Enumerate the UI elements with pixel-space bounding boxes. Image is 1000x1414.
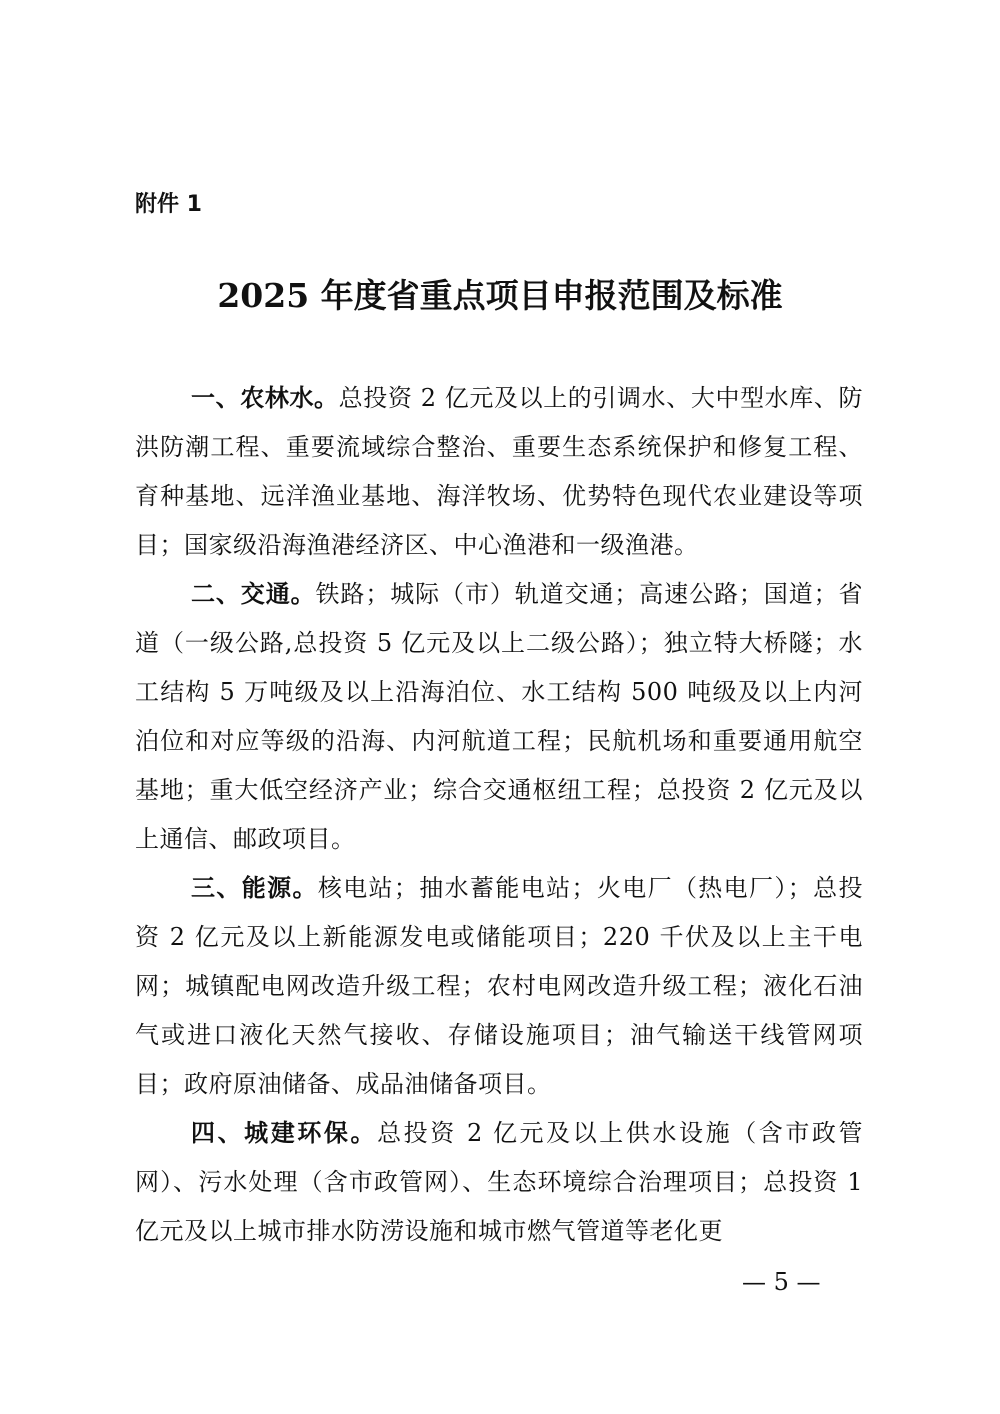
section-text: 核电站；抽水蓄能电站；火电厂（热电厂）；总投资 2 亿元及以上新能源发电或储能项目；220 千伏及以上主干电网；城镇配电网改造升级工程；农村电网改造升级工程；液化石油气或进口液化天然气接收、存储设施项目；油气输送干线管网项目；政府原油储备、成品油储备项目。 — [135, 874, 863, 1098]
attachment-label: 附件 1 — [135, 192, 202, 217]
section-text: 铁路；城际（市）轨道交通；高速公路；国道；省道（一级公路,总投资 5 亿元及以上二级公路）；独立特大桥隧；水工结构 5 万吨级及以上沿海泊位、水工结构 500 吨级及以上内河泊位和对应等级的沿海、内河航道工程；民航机场和重要通用航空基地；重大低空经济产业；综合交通枢纽工程；总投资 2 亿元及以上通信、邮政项目。 — [135, 580, 864, 853]
section-text: 总投资 2 亿元及以上供水设施（含市政管网）、污水处理（含市政管网）、生态环境综合治理项目；总投资 1 亿元及以上城市排水防涝设施和城市燃气管道等老化更 — [135, 1119, 864, 1245]
document-body — [135, 374, 863, 1256]
section-agriculture — [135, 374, 863, 570]
document-title: 2025 年度省重点项目申报范围及标准 — [217, 276, 783, 315]
section-heading: 四、城建环保。 — [191, 1119, 378, 1147]
section-text: 总投资 2 亿元及以上的引调水、大中型水库、防洪防潮工程、重要流域综合整治、重要生态系统保护和修复工程、育种基地、远洋渔业基地、海洋牧场、优势特色现代农业建设等项目；国家级沿海渔港经济区、中心渔港和一级渔港。 — [135, 384, 864, 559]
section-energy — [135, 864, 863, 1109]
section-transport — [135, 570, 863, 864]
section-heading: 一、农林水。 — [191, 384, 339, 412]
page-number: — 5 — — [742, 1268, 821, 1296]
section-heading: 二、交通。 — [191, 580, 316, 608]
section-heading: 三、能源。 — [191, 874, 318, 902]
section-urban-environment — [135, 1109, 863, 1256]
